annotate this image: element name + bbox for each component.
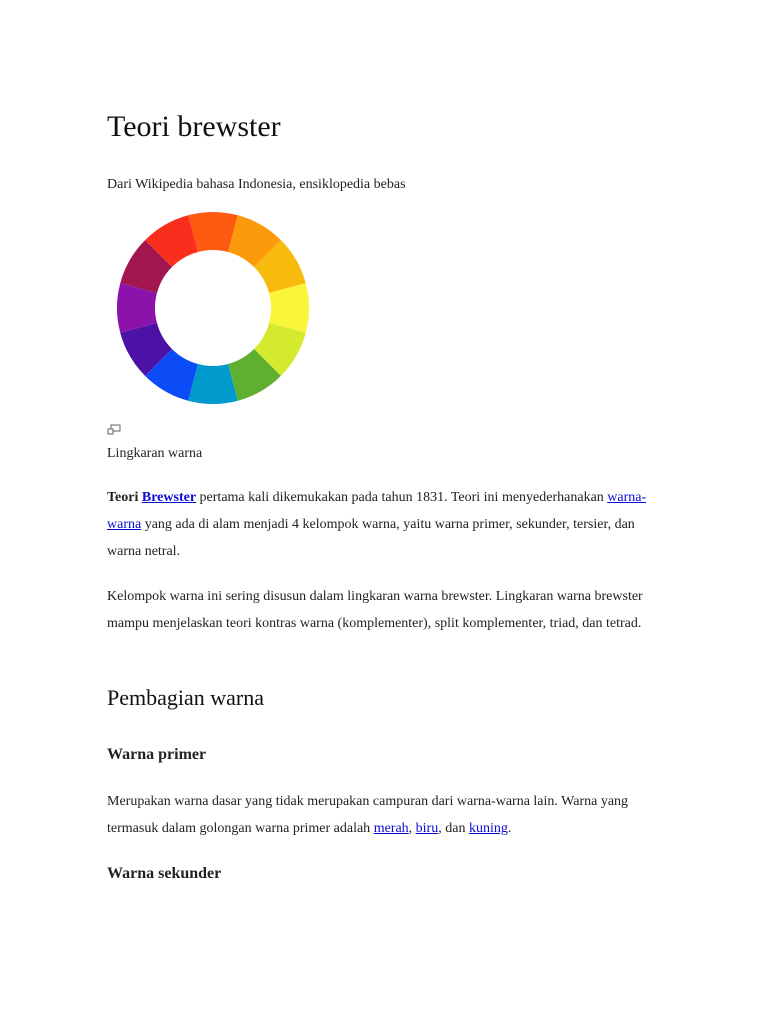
paragraph-two: Kelompok warna ini sering disusun dalam lingkaran warna brewster. Lingkaran warna brewster mampu menjelaskan teori kontras warna (komplementer), split komplementer, triad, dan tetrad. — [107, 589, 643, 631]
link-biru[interactable]: biru — [415, 821, 439, 836]
color-wheel-image[interactable] — [113, 208, 313, 408]
page-subtitle: Dari Wikipedia bahasa Indonesia, ensiklopedia bebas — [107, 177, 406, 192]
link-brewster[interactable]: Brewster — [141, 490, 197, 505]
primer-paragraph — [107, 788, 647, 842]
section-heading: Pembagian warna — [107, 685, 264, 710]
paragraph-text: yang ada di alam menjadi 4 kelompok warna, yaitu warna primer, sekunder, tersier, dan warna netral. — [107, 517, 635, 559]
paragraph-text: Merupakan warna dasar yang tidak merupakan campuran dari warna-warna lain. Warna yang termasuk dalam golongan warna primer adalah — [107, 794, 629, 836]
separator: , — [408, 821, 413, 836]
subsection-heading-sekunder: Warna sekunder — [107, 865, 222, 882]
subsection-heading-primer: Warna primer — [107, 746, 207, 763]
intro-paragraph — [107, 484, 647, 565]
paragraph-text: pertama kali dikemukakan pada tahun 1831. Teori ini menyederhanakan — [199, 490, 604, 505]
image-caption: Lingkaran warna — [107, 446, 203, 461]
separator: . — [507, 821, 512, 836]
link-kuning[interactable]: kuning — [468, 821, 508, 836]
separator: , dan — [438, 821, 466, 836]
magnify-icon[interactable] — [107, 424, 121, 436]
page-title: Teori brewster — [107, 110, 281, 143]
link-merah[interactable]: merah — [373, 821, 409, 836]
bold-term: Teori — [107, 490, 139, 505]
link-warna-warna[interactable]: warna-warna — [107, 490, 647, 532]
